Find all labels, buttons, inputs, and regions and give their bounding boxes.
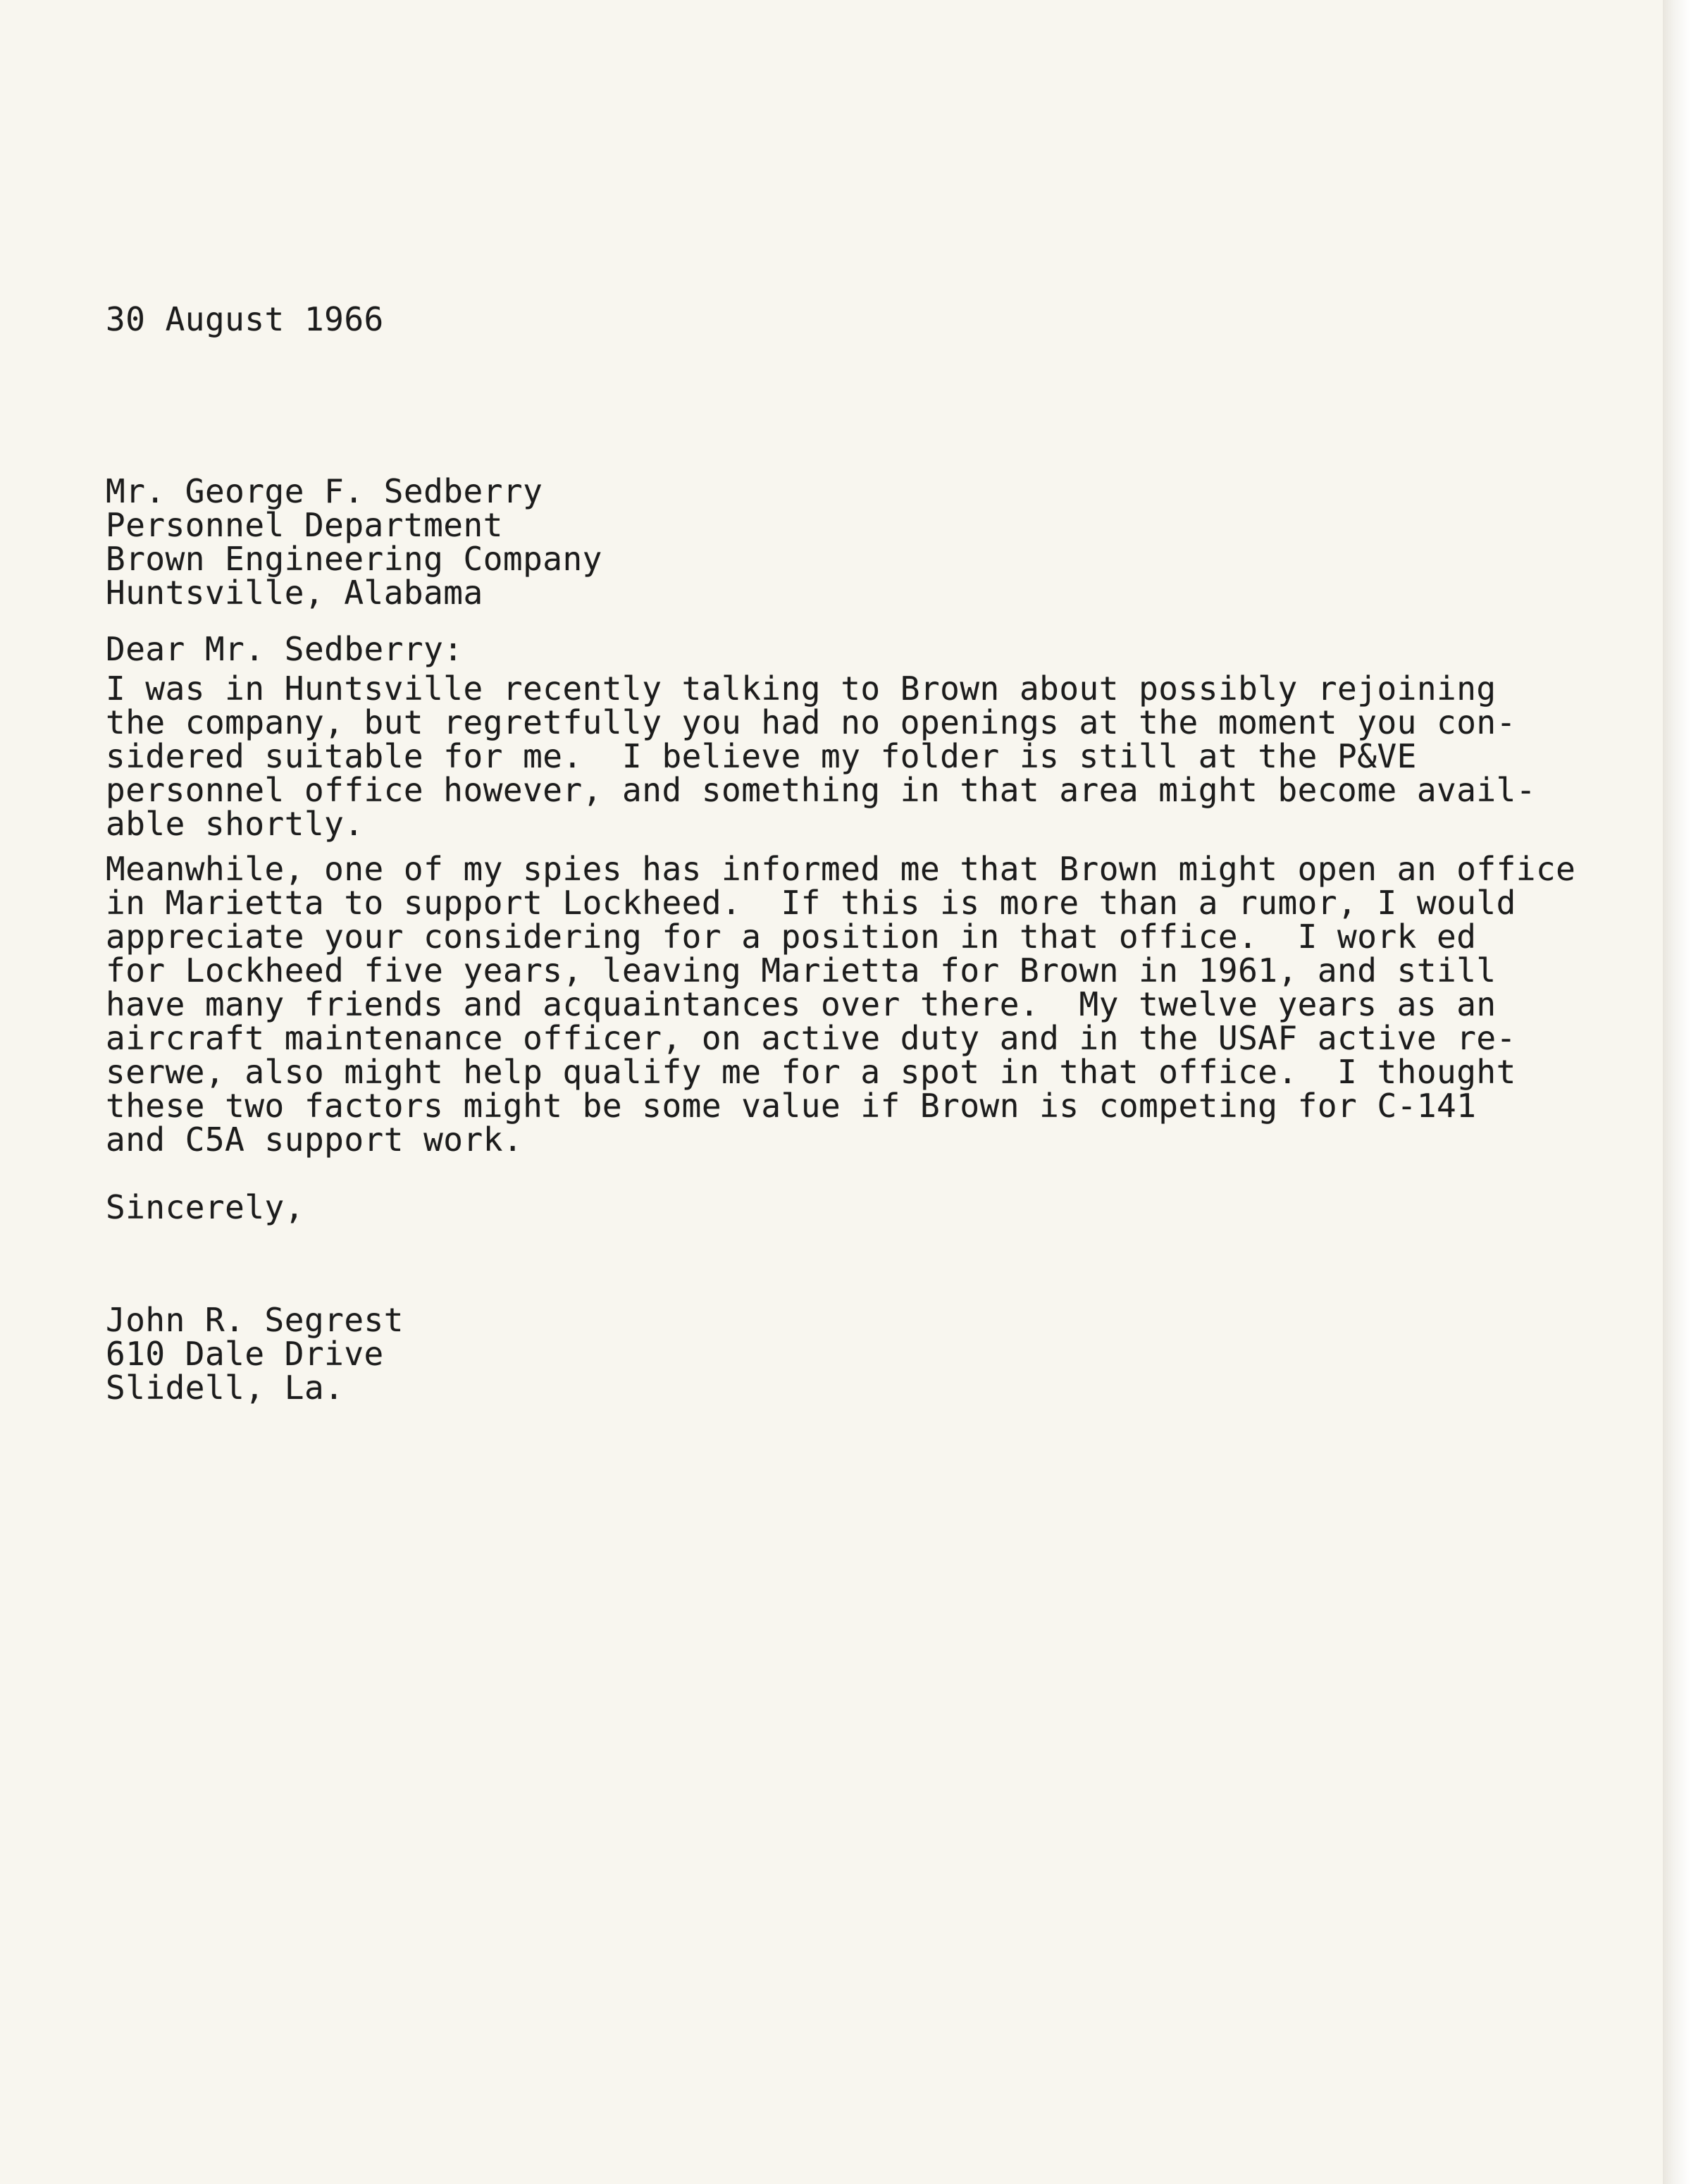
paragraph-1-line: able shortly. bbox=[106, 805, 364, 843]
paragraph-1-line: I was in Huntsville recently talking to Brown about possibly rejoining bbox=[106, 670, 1497, 708]
signature-city: Slidell, La. bbox=[106, 1369, 345, 1407]
recipient-company: Brown Engineering Company bbox=[106, 540, 602, 578]
paragraph-1-line: sidered suitable for me. I believe my folder is still at the P&VE bbox=[106, 737, 1417, 775]
recipient-department: Personnel Department bbox=[106, 506, 503, 544]
paragraph-2-line: these two factors might be some value if Brown is competing for C-141 bbox=[106, 1087, 1477, 1125]
recipient-name: Mr. George F. Sedberry bbox=[106, 472, 543, 510]
paragraph-1-line: the company, but regretfully you had no openings at the moment you con- bbox=[106, 703, 1516, 741]
paragraph-2-line: Meanwhile, one of my spies has informed me that Brown might open an office bbox=[106, 850, 1576, 888]
salutation: Dear Mr. Sedberry: bbox=[106, 630, 464, 668]
page-edge bbox=[1663, 0, 1691, 2184]
closing: Sincerely, bbox=[106, 1188, 304, 1226]
signature-name: John R. Segrest bbox=[106, 1301, 404, 1339]
paragraph-2-line: aircraft maintenance officer, on active duty and in the USAF active re- bbox=[106, 1019, 1516, 1057]
letter-date: 30 August 1966 bbox=[106, 300, 384, 338]
paragraph-2-line: have many friends and acquaintances over there. My twelve years as an bbox=[106, 985, 1497, 1023]
paragraph-1-line: personnel office however, and something in that area might become avail- bbox=[106, 771, 1536, 809]
recipient-city: Huntsville, Alabama bbox=[106, 574, 483, 612]
paragraph-2-line: appreciate your considering for a position in that office. I work ed bbox=[106, 918, 1477, 956]
paragraph-2-line: serwe, also might help qualify me for a spot in that office. I thought bbox=[106, 1053, 1516, 1091]
paragraph-2-line: and C5A support work. bbox=[106, 1121, 524, 1159]
paragraph-2-line: for Lockheed five years, leaving Marietta for Brown in 1961, and still bbox=[106, 951, 1497, 989]
paragraph-2-line: in Marietta to support Lockheed. If this is more than a rumor, I would bbox=[106, 884, 1516, 922]
signature-street: 610 Dale Drive bbox=[106, 1335, 384, 1373]
